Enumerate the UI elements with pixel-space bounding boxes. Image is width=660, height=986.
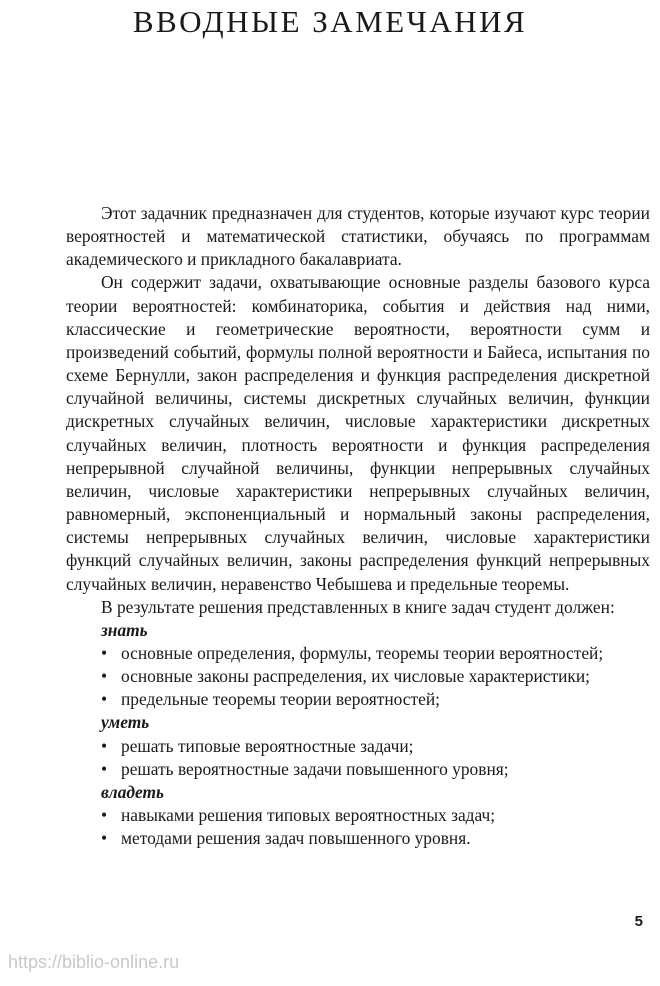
- list-item: [66, 688, 650, 711]
- list-item-text: решать типовые вероятностные задачи;: [121, 735, 414, 756]
- know-list: [66, 642, 650, 711]
- intro-paragraph: Этот задачник предназначен для студентов, которые изучают курс теории вероятностей и математической статистики, обучаясь по программам академического и прикладного бакалавриата.: [66, 203, 650, 270]
- bullet-icon: •: [101, 735, 108, 756]
- list-item: [66, 758, 650, 781]
- section-heading-can: уметь: [101, 712, 150, 733]
- list-item-text: основные определения, формулы, теоремы теории вероятностей;: [121, 642, 604, 663]
- body-text: [66, 202, 650, 850]
- list-item: [66, 735, 650, 758]
- bullet-icon: •: [101, 689, 108, 710]
- list-item-text: методами решения задач повышенного уровня.: [121, 828, 471, 849]
- list-item: [66, 665, 650, 688]
- list-item: [66, 827, 650, 850]
- page-number: 5: [634, 913, 643, 930]
- bullet-icon: •: [101, 666, 108, 687]
- list-item: [66, 804, 650, 827]
- outcomes-intro-paragraph: В результате решения представленных в книге задач студент должен:: [101, 596, 615, 617]
- list-item: [66, 642, 650, 665]
- source-watermark: https://biblio-online.ru: [8, 952, 180, 972]
- list-item-text: решать вероятностные задачи повышенного уровня;: [121, 758, 509, 779]
- bullet-icon: •: [101, 642, 108, 663]
- list-item-text: предельные теоремы теории вероятностей;: [121, 689, 440, 710]
- bullet-icon: •: [101, 805, 108, 826]
- list-item-text: навыками решения типовых вероятностных задач;: [121, 805, 496, 826]
- page-title: ВВОДНЫЕ ЗАМЕЧАНИЯ: [132, 4, 528, 39]
- bullet-icon: •: [101, 758, 108, 779]
- section-heading-master: владеть: [101, 781, 164, 802]
- contents-paragraph: Он содержит задачи, охватывающие основные разделы базового курса теории вероятностей: комбинаторика, события и действия над ними, классические и геометрические вероятности, вероятности сумм и произведений событий, формулы полной вероятности и Байеса, испытания по схеме Бернулли, закон распределения и функция распределения дискретной случайной величины, системы дискретных случайных величин, функции дискретных случайных величин, числовые характеристики дискретных случайных величин, плотность вероятности и функция распределения непрерывной случайной величины, функции непрерывных случайных величин, числовые характеристики непрерывных случайных величин, равномерный, экспоненциальный и нормальный законы распределения, системы непрерывных случайных величин, числовые характеристики функций случайных величин, законы распределения функций непрерывных случайных величин, неравенство Чебышева и предельные теоремы.: [66, 272, 650, 594]
- can-list: [66, 735, 650, 781]
- section-heading-know: знать: [101, 619, 148, 640]
- bullet-icon: •: [101, 828, 108, 849]
- master-list: [66, 804, 650, 850]
- list-item-text: основные законы распределения, их числовые характеристики;: [121, 666, 591, 687]
